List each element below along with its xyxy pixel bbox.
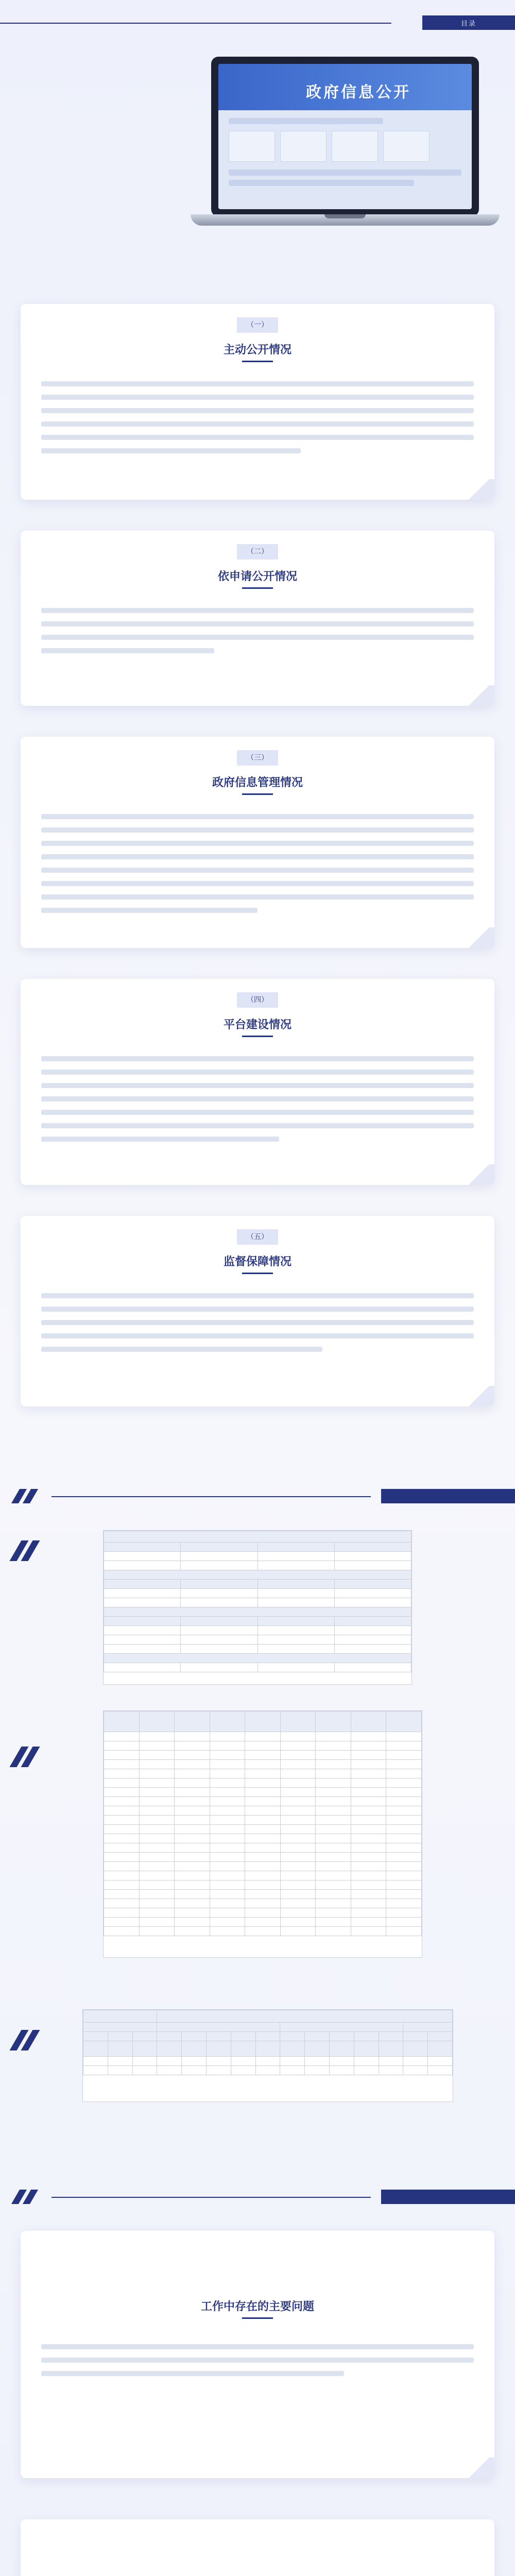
band-divider-line: [52, 2197, 371, 2198]
card-corner-decoration: [464, 479, 494, 500]
table-section-header: [104, 1570, 411, 1580]
section-title: 依申请公开情况: [217, 570, 297, 583]
laptop-illustration: [191, 57, 500, 232]
section-title: 工作中存在的主要问题: [200, 2300, 314, 2313]
card-corner-decoration: [464, 685, 494, 706]
section-body: [41, 381, 474, 462]
table-grid: [104, 1531, 411, 1672]
band-stripes-icon: [10, 1489, 41, 1503]
display-title: 政府信息公开: [306, 83, 411, 101]
display-row: [229, 170, 461, 176]
display-cell: [383, 131, 430, 162]
section-card-2: [21, 531, 494, 706]
data-table-3: [82, 2009, 453, 2102]
section-number: （四）: [237, 992, 278, 1008]
display-banner: [218, 64, 472, 110]
section-card-4: [21, 979, 494, 1185]
table-section-header: [104, 1607, 411, 1617]
card-corner-decoration: [464, 1164, 494, 1185]
card-corner-decoration: [464, 1386, 494, 1406]
title-underline: [242, 361, 273, 362]
display-row: [229, 118, 383, 124]
section-title: 政府信息管理情况: [212, 776, 303, 789]
title-underline: [242, 2317, 273, 2319]
top-header-band: [0, 15, 515, 30]
section-card-5: [21, 1216, 494, 1406]
display-cell: [229, 131, 275, 162]
header-tag: 目录: [422, 15, 515, 30]
section-number: （二）: [237, 544, 278, 560]
band-stripes-icon: [10, 2190, 41, 2204]
section-title: 平台建设情况: [223, 1019, 291, 1031]
section-body: [41, 1293, 474, 1360]
band-tag: [381, 2190, 515, 2204]
card-corner-decoration: [464, 2458, 494, 2478]
table-stripes-icon: [10, 1747, 41, 1767]
section-band-3: [0, 2190, 515, 2204]
section-number: （一）: [237, 317, 278, 333]
section-body: [41, 2344, 474, 2384]
laptop-notch: [324, 214, 366, 218]
table-stripes-icon: [10, 2030, 41, 2050]
band-divider-line: [52, 1496, 371, 1497]
display-cell: [280, 131, 327, 162]
section-body: [41, 1056, 474, 1150]
next-plan-card: [21, 2519, 494, 2576]
table-grid: [83, 2010, 453, 2075]
laptop-screen: [211, 57, 479, 216]
title-underline: [242, 587, 273, 589]
section-band-2: [0, 1489, 515, 1503]
table-section-header: [104, 1654, 411, 1663]
data-table-1: [103, 1530, 412, 1685]
section-number: （五）: [237, 1229, 278, 1245]
display-cell: [332, 131, 378, 162]
title-underline: [242, 793, 273, 795]
section-number: （三）: [237, 750, 278, 766]
laptop-display: [218, 64, 472, 209]
section-title: 主动公开情况: [223, 344, 291, 357]
title-underline: [242, 1273, 273, 1274]
data-table-2: [103, 1710, 422, 1958]
header-divider-line: [0, 23, 391, 24]
section-card-3: [21, 737, 494, 948]
title-underline: [242, 1036, 273, 1037]
section-body: [41, 814, 474, 921]
card-corner-decoration: [464, 927, 494, 948]
section-body: [41, 608, 474, 662]
band-tag: [381, 1489, 515, 1503]
table-stripes-icon: [10, 1540, 41, 1561]
section-card-1: [21, 304, 494, 500]
table-grid: [104, 1711, 422, 1936]
problems-card: [21, 2231, 494, 2478]
table-section-header: [104, 1531, 411, 1543]
display-row: [229, 180, 414, 186]
section-title: 监督保障情况: [223, 1256, 291, 1268]
